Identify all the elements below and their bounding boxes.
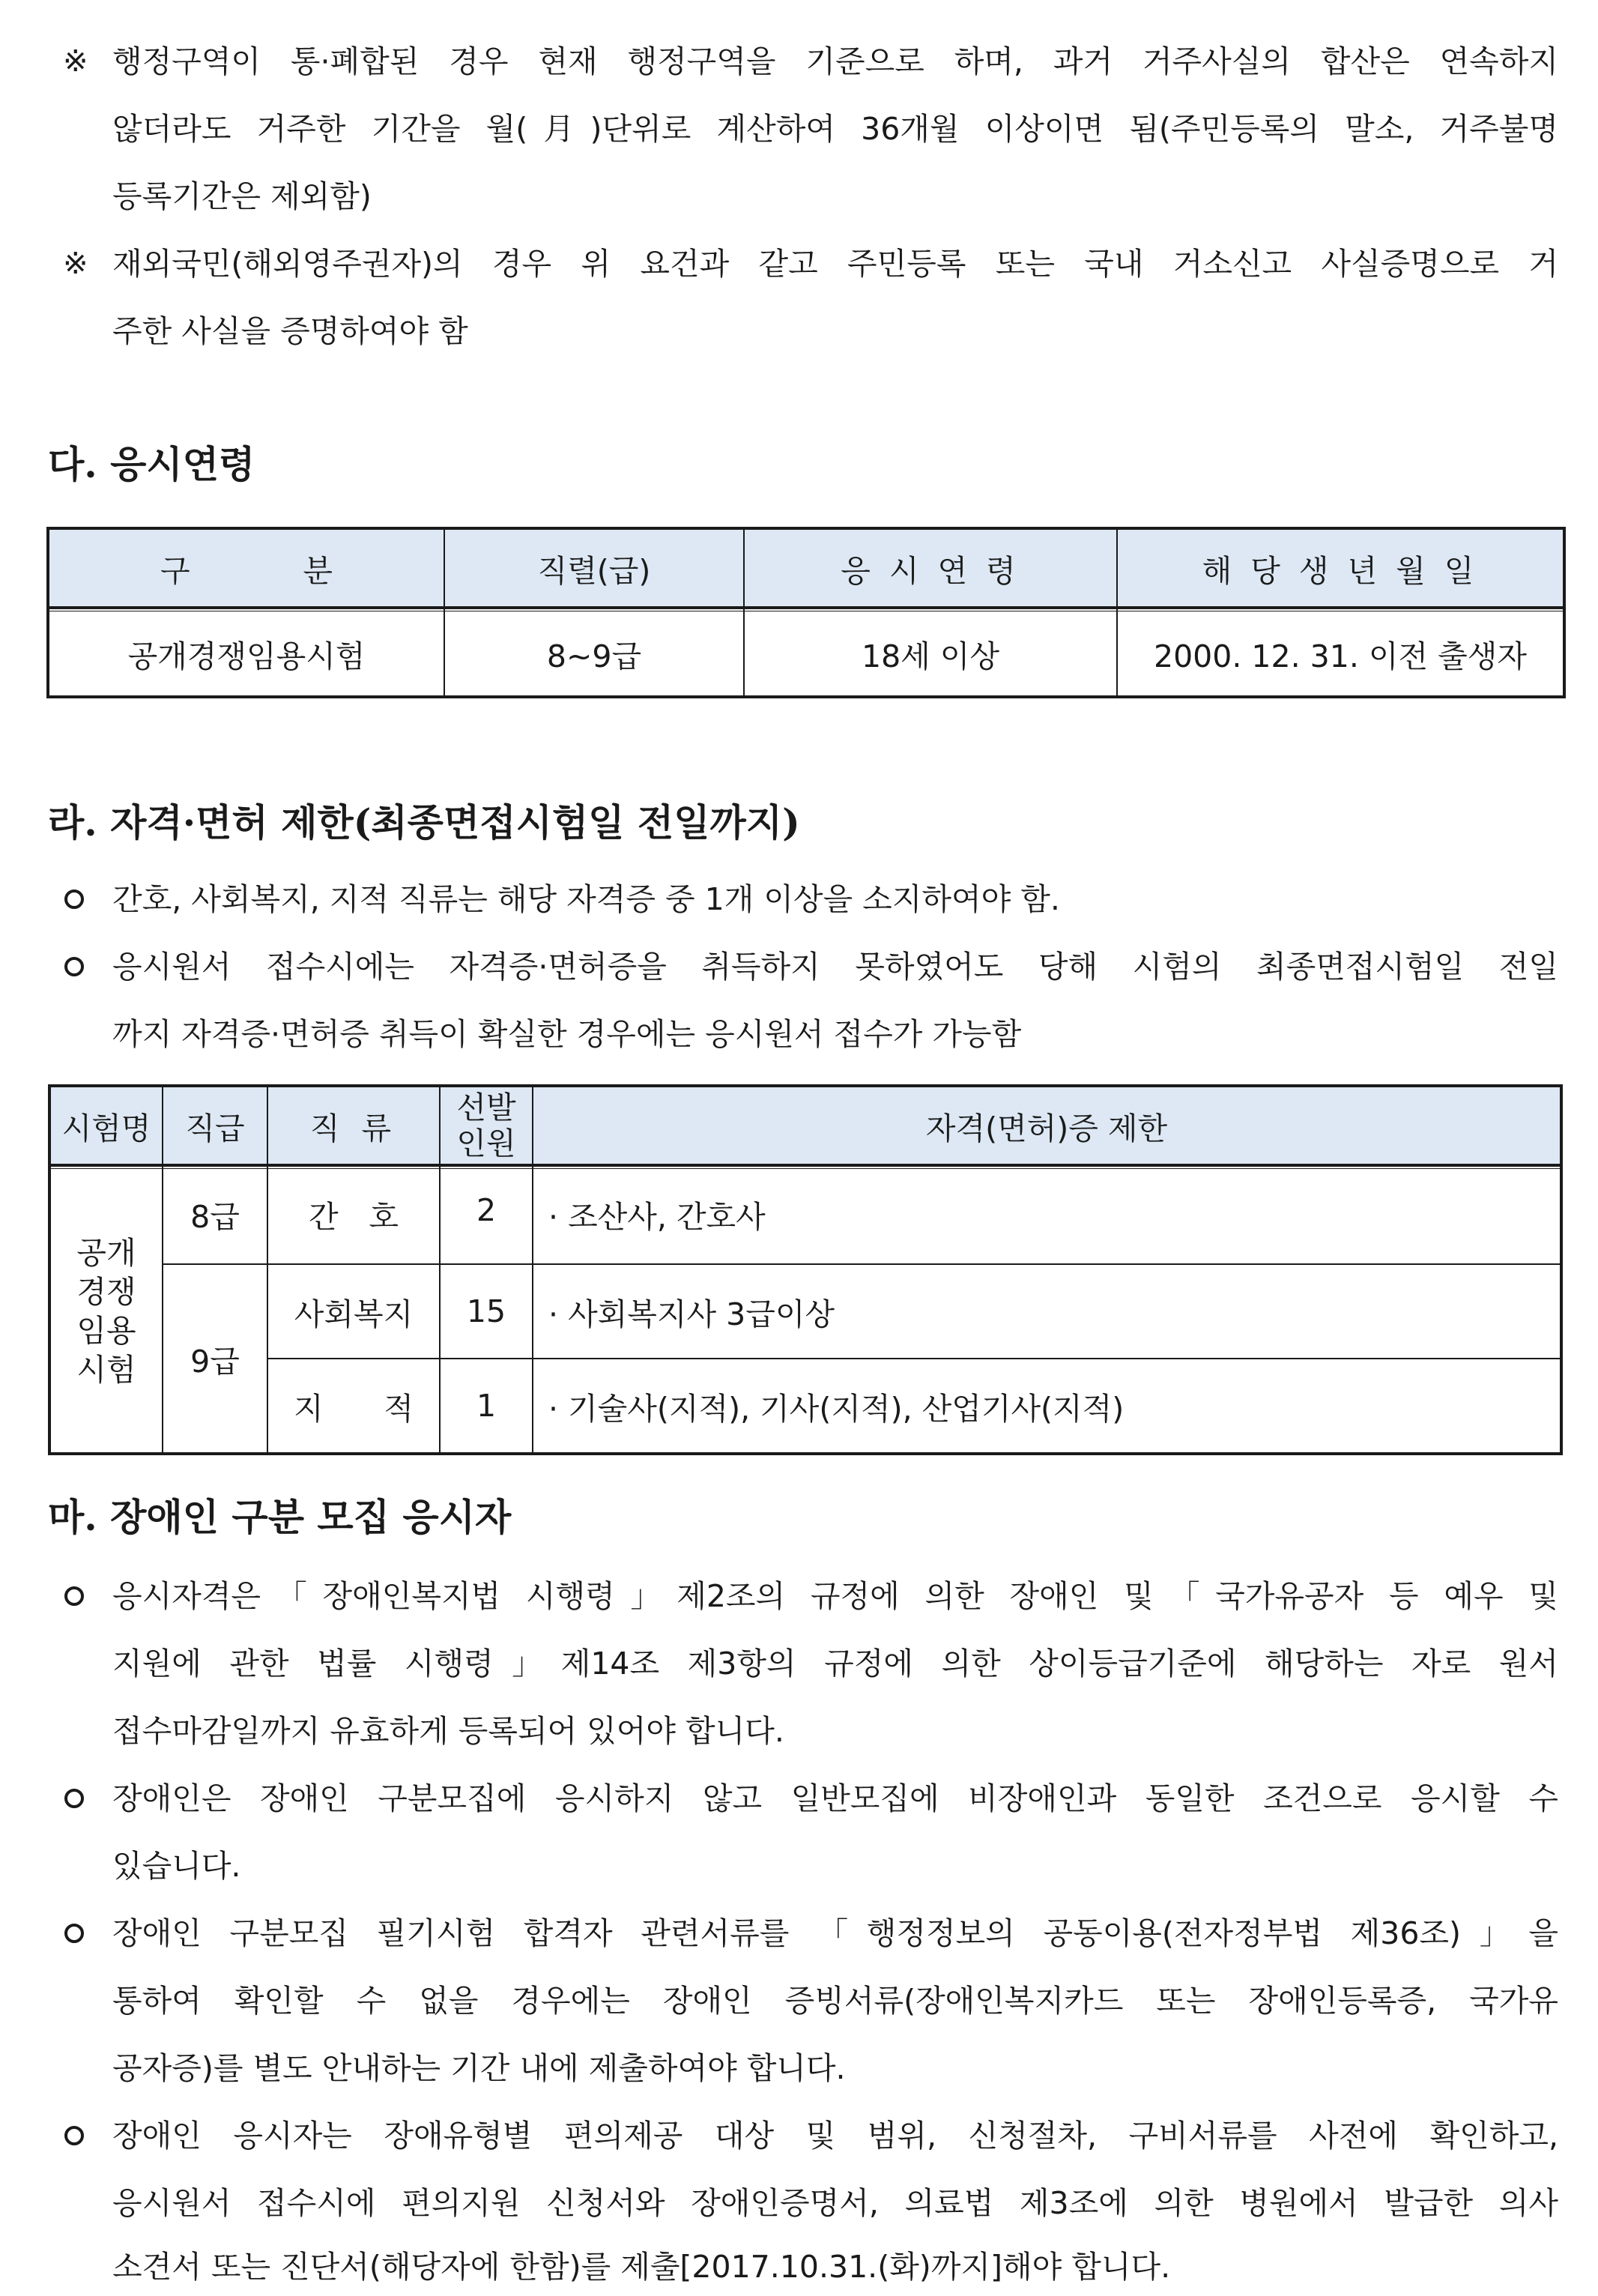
ma-bullet-3-line-2: 통하여 확인할 수 없을 경우에는 장애인 증빙서류(장애인복지카드 또는 장애인등록증, 국가유 — [112, 1983, 1558, 2019]
ma-bullet-3-line-1: 장애인 구분모집 필기시험 합격자 관련서류를 「행정정보의 공동이용(전자정부법 제36조)」을 — [112, 1915, 1558, 1951]
note-1-line-2: 않더라도 거주한 기간을 월(月)단위로 계산하여 36개월 이상이면 됨(주민등록의 말소, 거주불명 — [112, 111, 1558, 147]
circle-bullet-icon — [64, 1789, 84, 1808]
license-table-row-3-count: 1 — [476, 1388, 497, 1424]
license-table-header-track: 직 류 — [309, 1110, 398, 1147]
ma-bullet-1-line-3: 접수마감일까지 유효하게 등록되어 있어야 합니다. — [112, 1713, 784, 1749]
section-ra-heading: 라. 자격·면허 제한(최종면접시험일 전일까지) — [48, 800, 800, 845]
ma-bullet-4-line-3: 소견서 또는 진단서(해당자에 한함)를 제출[2017.10.31.(화)까지]해야 합니다. — [112, 2249, 1171, 2285]
license-table-grade-9: 9급 — [190, 1343, 240, 1380]
ma-bullet-2-line-1: 장애인은 장애인 구분모집에 응시하지 않고 일반모집에 비장애인과 동일한 조건으로 응시할 수 — [112, 1780, 1558, 1816]
age-table-cell-age: 18세 이상 — [861, 638, 1000, 674]
age-table-header-birthdate: 해 당 생 년 월 일 — [1202, 552, 1479, 589]
age-table — [46, 527, 1566, 698]
ra-bullet-1-text: 간호, 사회복지, 지적 직류는 해당 자격증 중 1개 이상을 소지하여야 함. — [112, 881, 1060, 917]
license-table-row-2-track: 사회복지 — [294, 1296, 414, 1332]
license-table-row-1-license: · 조산사, 간호사 — [548, 1199, 766, 1235]
age-table-header-category: 구 분 — [160, 552, 333, 589]
license-table-header-exam: 시험명 — [61, 1110, 151, 1147]
license-table-header-count: 선발 인원 — [456, 1090, 516, 1161]
section-da-heading: 다. 응시연령 — [48, 442, 255, 486]
license-table-row-1-count: 2 — [476, 1192, 497, 1228]
ra-bullet-2-line-2: 까지 자격증·면허증 취득이 확실한 경우에는 응시원서 접수가 가능함 — [112, 1016, 1022, 1052]
license-table-header-grade: 직급 — [185, 1110, 245, 1147]
reference-mark-icon: ※ — [63, 247, 88, 281]
age-table-cell-birthdate: 2000. 12. 31. 이전 출생자 — [1154, 638, 1527, 674]
ma-bullet-4-line-1: 장애인 응시자는 장애유형별 편의제공 대상 및 범위, 신청절차, 구비서류를 사전에 확인하고, — [112, 2118, 1558, 2154]
circle-bullet-icon — [64, 889, 84, 909]
circle-bullet-icon — [64, 957, 84, 976]
circle-bullet-icon — [64, 1586, 84, 1606]
ma-bullet-2-line-2: 있습니다. — [112, 1848, 241, 1884]
license-table-header-license: 자격(면허)증 제한 — [925, 1110, 1168, 1147]
license-table-exam-name: 공개 경쟁 임용 시험 — [76, 1234, 136, 1388]
license-table-grade-8: 8급 — [190, 1199, 240, 1235]
ma-bullet-4-line-2: 응시원서 접수시에 편의지원 신청서와 장애인증명서, 의료법 제3조에 의한 병원에서 발급한 의사 — [112, 2185, 1558, 2221]
ra-bullet-2-line-1: 응시원서 접수시에는 자격증·면허증을 취득하지 못하였어도 당해 시험의 최종면접시험일 전일 — [112, 949, 1558, 985]
note-1-line-3: 등록기간은 제외함) — [112, 178, 372, 214]
section-ma-heading: 마. 장애인 구분 모집 응시자 — [48, 1495, 512, 1539]
age-table-header-grade: 직렬(급) — [537, 552, 651, 589]
license-table-row-3-license: · 기술사(지적), 기사(지적), 산업기사(지적) — [548, 1390, 1125, 1427]
license-table-row-2-count: 15 — [466, 1293, 506, 1329]
circle-bullet-icon — [64, 1924, 84, 1943]
license-table — [48, 1084, 1563, 1455]
note-1-line-1: 행정구역이 통·폐합된 경우 현재 행정구역을 기준으로 하며, 과거 거주사실의 합산은 연속하지 — [112, 43, 1558, 79]
circle-bullet-icon — [64, 2126, 84, 2145]
ma-bullet-1-line-1: 응시자격은「장애인복지법 시행령」제2조의 규정에 의한 장애인 및「국가유공자 등 예우 및 — [112, 1578, 1558, 1614]
license-table-row-1-track: 간 호 — [309, 1199, 399, 1235]
note-2-line-1: 재외국민(해외영주권자)의 경우 위 요건과 같고 주민등록 또는 국내 거소신고 사실증명으로 거 — [112, 246, 1558, 282]
ma-bullet-3-line-3: 공자증)를 별도 안내하는 기간 내에 제출하여야 합니다. — [112, 2050, 846, 2086]
age-table-header-age: 응 시 연 령 — [841, 552, 1020, 589]
license-table-row-3-track: 지 적 — [294, 1390, 414, 1427]
note-2-line-2: 주한 사실을 증명하여야 함 — [112, 313, 468, 349]
age-table-cell-grade: 8~9급 — [546, 638, 642, 674]
age-table-cell-exam: 공개경쟁임용시험 — [127, 638, 366, 674]
license-table-row-2-license: · 사회복지사 3급이상 — [548, 1296, 835, 1332]
ma-bullet-1-line-2: 지원에 관한 법률 시행령」제14조 제3항의 규정에 의한 상이등급기준에 해당하는 자로 원서 — [112, 1646, 1558, 1682]
reference-mark-icon: ※ — [63, 44, 88, 79]
